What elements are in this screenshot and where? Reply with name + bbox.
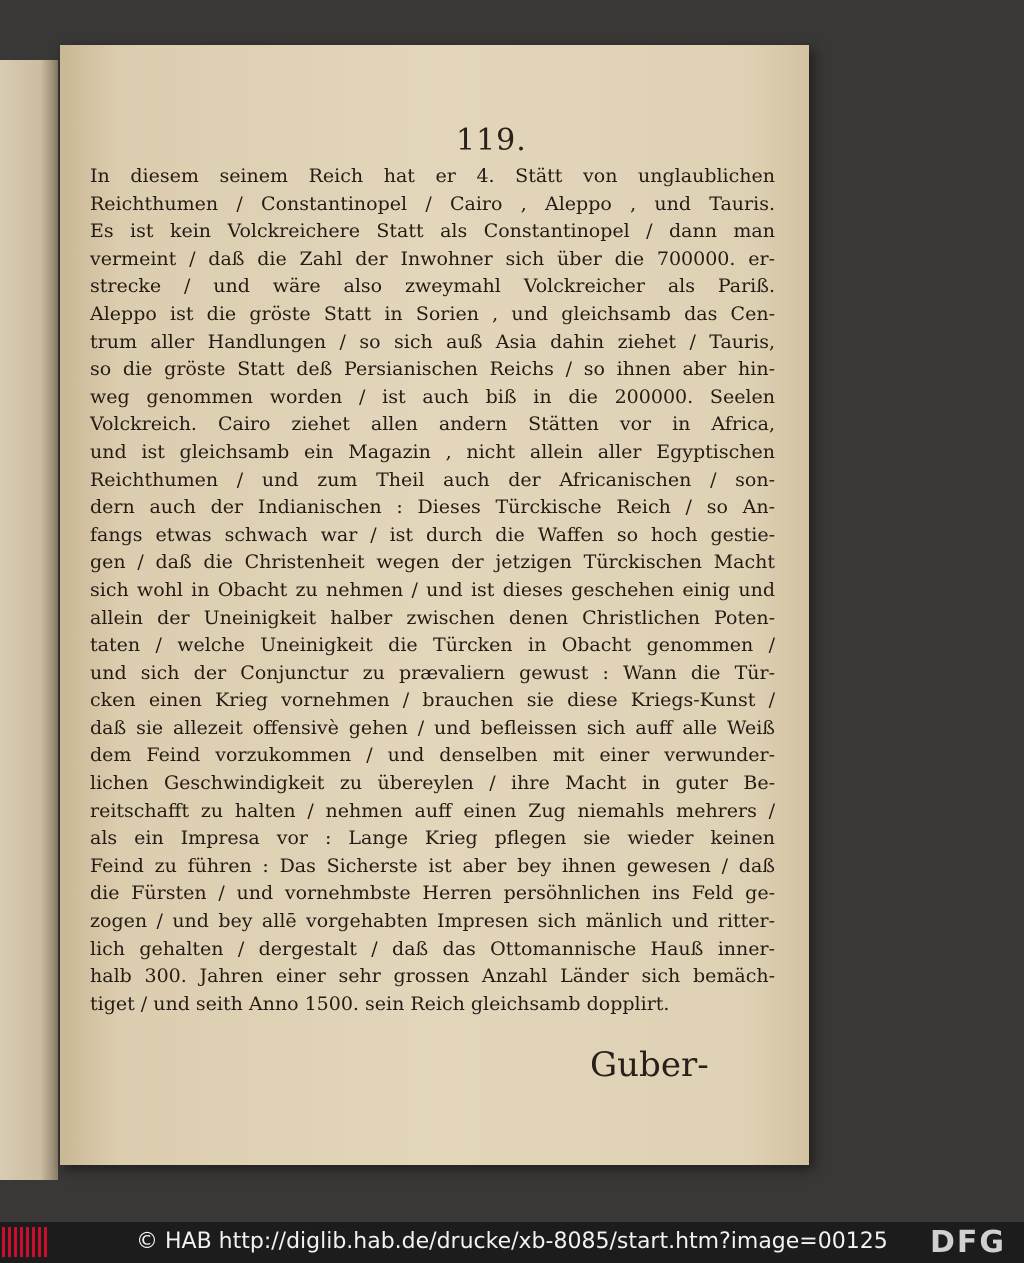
text-line: cken einen Krieg vornehmen / brauchen sie diese Kriegs-Kunst / xyxy=(90,689,775,712)
text-line: Aleppo ist die gröste Statt in Sorien , und gleichsamb das Cen- xyxy=(90,302,775,325)
text-line: sich wohl in Obacht zu nehmen / und ist dieses geschehen einig und xyxy=(90,578,775,601)
text-line: vermeint / daß die Zahl der Inwohner sich über die 700000. er- xyxy=(90,247,775,270)
footer-bar xyxy=(0,1222,1024,1263)
text-line: und ist gleichsamb ein Magazin , nicht allein aller Egyptischen xyxy=(90,440,775,463)
source-link[interactable]: © HAB http://diglib.hab.de/drucke/xb-8085/start.htm?image=00125 xyxy=(136,1229,888,1254)
dfg-logo: DFG xyxy=(930,1225,1007,1260)
adjacent-page-edge xyxy=(0,60,58,1180)
text-line: weg genommen worden / ist auch biß in die 200000. Seelen xyxy=(90,385,775,408)
text-line: Volckreich. Cairo ziehet allen andern Stätten vor in Africa, xyxy=(90,413,775,436)
text-line: die Fürsten / und vornehmbste Herren persöhnlichen ins Feld ge- xyxy=(90,882,775,905)
text-line: tiget / und seith Anno 1500. sein Reich gleichsamb dopplirt. xyxy=(90,992,670,1015)
text-line: allein der Uneinigkeit halber zwischen denen Christlichen Poten- xyxy=(90,606,775,629)
book-page xyxy=(60,45,809,1165)
text-line: so die gröste Statt deß Persianischen Reichs / so ihnen aber hin- xyxy=(90,358,775,381)
text-line: dern auch der Indianischen : Dieses Türckische Reich / so An- xyxy=(90,496,775,519)
text-line: trum aller Handlungen / so sich auß Asia dahin ziehet / Tauris, xyxy=(90,330,775,353)
text-line: strecke / und wäre also zweymahl Volckreicher als Pariß. xyxy=(90,275,775,298)
text-line: Es ist kein Volckreichere Statt als Constantinopel / dann man xyxy=(90,220,775,243)
body-text xyxy=(90,163,775,1018)
text-line: In diesem seinem Reich hat er 4. Stätt von unglaublichen xyxy=(90,165,775,187)
text-line: taten / welche Uneinigkeit die Türcken in Obacht genommen / xyxy=(90,634,775,657)
text-line: Reichthumen / Constantinopel / Cairo , Aleppo , und Tauris. xyxy=(90,192,775,215)
text-line: reitschafft zu halten / nehmen auff einen Zug niemahls mehrers / xyxy=(90,799,775,822)
text-line: zogen / und bey allē vorgehabten Impresen sich mänlich und ritter- xyxy=(90,910,775,933)
text-line: und sich der Conjunctur zu prævaliern gewust : Wann die Tür- xyxy=(90,661,775,684)
text-line: fangs etwas schwach war / ist durch die Waffen so hoch gestie- xyxy=(90,523,775,546)
text-line: als ein Impresa vor : Lange Krieg pflegen sie wieder keinen xyxy=(90,827,775,850)
page-number: 119. xyxy=(456,123,527,158)
text-line: gen / daß die Christenheit wegen der jetzigen Türckischen Macht xyxy=(90,551,775,574)
text-line: halb 300. Jahren einer sehr grossen Anzahl Länder sich bemäch- xyxy=(90,965,775,988)
hab-logo-icon xyxy=(2,1227,48,1257)
text-line: lich gehalten / dergestalt / daß das Ottomannische Hauß inner- xyxy=(90,937,775,960)
text-line: dem Feind vorzukommen / und denselben mit einer verwunder- xyxy=(90,744,775,767)
text-line: Feind zu führen : Das Sicherste ist aber bey ihnen gewesen / daß xyxy=(90,854,775,877)
text-line: lichen Geschwindigkeit zu übereylen / ihre Macht in guter Be- xyxy=(90,772,775,795)
text-line: Reichthumen / und zum Theil auch der Africanischen / son- xyxy=(90,468,775,491)
catchword: Guber- xyxy=(590,1045,709,1085)
text-line: daß sie allezeit offensivè gehen / und befleissen sich auff alle Weiß xyxy=(90,716,775,739)
